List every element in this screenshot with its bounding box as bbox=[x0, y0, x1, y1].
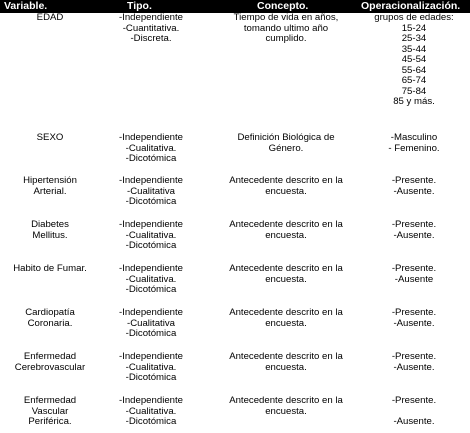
cell-concepto: Antecedente descrito en la encuesta. bbox=[229, 263, 343, 285]
cell-operacionalizacion: grupos de edades: 15-24 25-34 35-44 45-54 55-64 65-74 75-84 85 y más. bbox=[374, 12, 454, 107]
cell-variable: EDAD bbox=[36, 12, 64, 23]
cell-variable: Enfermedad Vascular Periférica. bbox=[23, 395, 77, 427]
cell-tipo: -Independiente -Cualitativa. -Dicotómica bbox=[118, 132, 183, 164]
cell-operacionalizacion: -Presente. -Ausente. bbox=[391, 307, 437, 329]
cell-tipo: -Independiente -Cualitativa. -Dicotómica bbox=[118, 263, 183, 295]
cell-tipo: -Independiente -Cualitativa. -Dicotómica bbox=[118, 395, 183, 427]
cell-tipo: -Independiente -Cualitativa -Dicotómica bbox=[118, 307, 183, 339]
cell-concepto: Antecedente descrito en la encuesta. bbox=[229, 307, 343, 329]
cell-tipo: -Independiente -Cuantitativa. -Discreta. bbox=[118, 12, 183, 44]
cell-tipo: -Independiente -Cualitativa. -Dicotómica bbox=[118, 351, 183, 383]
cell-operacionalizacion: -Presente. -Ausente. bbox=[391, 351, 437, 373]
header-variable: Variable. bbox=[4, 0, 48, 12]
cell-concepto: Antecedente descrito en la encuesta. bbox=[229, 175, 343, 197]
cell-variable: SEXO bbox=[36, 132, 64, 143]
header-concepto: Concepto. bbox=[257, 0, 309, 12]
cell-variable: Cardiopatía Coronaria. bbox=[25, 307, 75, 329]
cell-concepto: Antecedente descrito en la encuesta. bbox=[229, 351, 343, 373]
cell-variable: Habito de Fumar. bbox=[13, 263, 87, 274]
cell-variable: Enfermedad Cerebrovascular bbox=[14, 351, 86, 373]
cell-tipo: -Independiente -Cualitativa. -Dicotómica bbox=[118, 219, 183, 251]
cell-concepto: Antecedente descrito en la encuesta. bbox=[229, 219, 343, 241]
cell-tipo: -Independiente -Cualitativa -Dicotómica bbox=[118, 175, 183, 207]
cell-operacionalizacion: -Masculino - Femenino. bbox=[388, 132, 440, 154]
cell-concepto: Definición Biológica de Género. bbox=[237, 132, 335, 154]
header-tipo: Tipo. bbox=[127, 0, 152, 12]
cell-concepto: Tiempo de vida en años, tomando ultimo año cumplido. bbox=[233, 12, 339, 44]
cell-operacionalizacion: -Presente. -Ausente. bbox=[391, 175, 437, 197]
header-operacionalizacion: Operacionalización. bbox=[361, 0, 461, 12]
cell-operacionalizacion: -Presente. -Ausente. bbox=[391, 219, 437, 241]
cell-operacionalizacion: -Presente. -Ausente bbox=[391, 263, 437, 285]
cell-variable: Diabetes Mellitus. bbox=[31, 219, 69, 241]
cell-variable: Hipertensión Arterial. bbox=[23, 175, 77, 197]
cell-operacionalizacion: -Presente. -Ausente. bbox=[391, 395, 437, 427]
cell-concepto: Antecedente descrito en la encuesta. bbox=[229, 395, 343, 417]
